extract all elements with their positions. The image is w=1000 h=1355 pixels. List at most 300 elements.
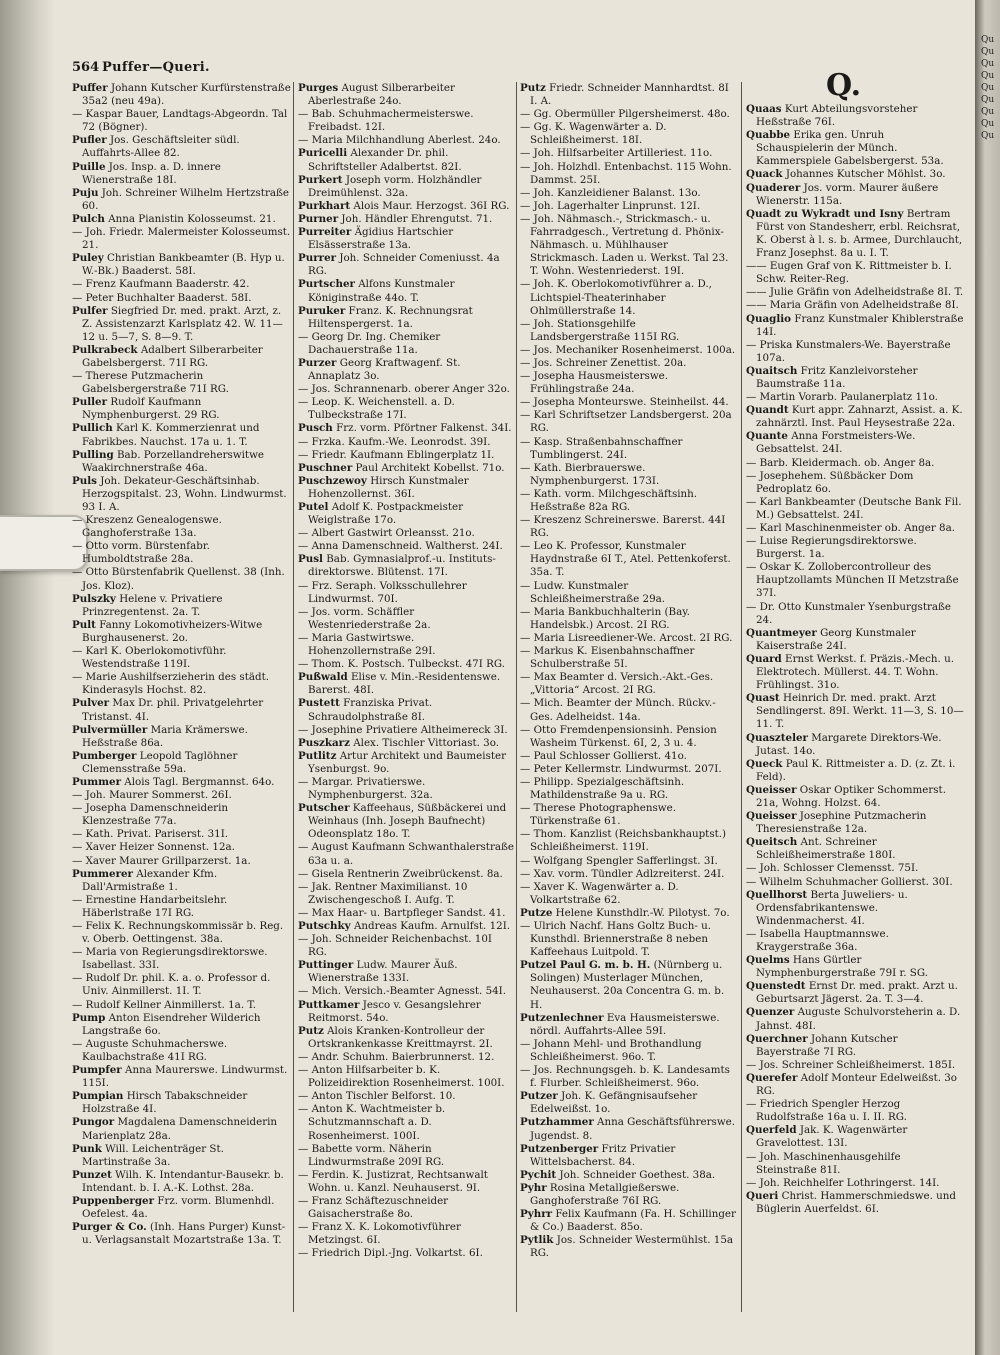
entry-surname: Puttinger xyxy=(298,959,354,972)
entry-surname: Puille xyxy=(72,160,106,173)
entry-text: — Anton K. Wachtmeister b. Schutzmannschaft a. D. Rosenheimerst. 100I. xyxy=(298,1103,446,1142)
entry-text: — Joh. Lagerhalter Linprunst. 12I. xyxy=(520,199,701,212)
entry-surname: Quandt xyxy=(746,404,789,417)
entry-text: — Markus K. Eisenbahnschaffner Schulberstraße 5I. xyxy=(520,645,695,671)
entry-text: — Joh. Friedr. Malermeister Kolosseumst. 21. xyxy=(72,226,291,252)
entry-text: —— Maria Gräfin von Adelheidstraße 8I. xyxy=(746,299,959,312)
directory-entry xyxy=(520,147,738,160)
directory-entry xyxy=(298,671,514,697)
directory-entry xyxy=(746,561,964,600)
entry-text: — Oskar K. Zollobercontrolleur des Hauptzollamts München II Metzstraße 37I. xyxy=(746,561,959,600)
directory-entry xyxy=(520,409,738,435)
directory-entry xyxy=(298,1221,514,1247)
directory-entry xyxy=(298,475,514,501)
entry-surname: Pumpian xyxy=(72,1090,124,1103)
entry-text: — Rudolf Dr. phil. K. a. o. Professor d. Univ. Ainmillerst. 1I. T. xyxy=(72,972,271,998)
entry-surname: Pungor xyxy=(72,1116,115,1129)
entry-text: Fritz Privatier Wittelsbacherst. 84. xyxy=(530,1142,676,1168)
entry-surname: Pulkrabeck xyxy=(72,343,138,356)
entry-text: — Josepha Hausmeisterswe. Frühlingstraße 24a. xyxy=(520,370,668,396)
entry-text: — Josepha Damenschneiderin Klenzestraße 77a. xyxy=(72,802,229,828)
directory-entry xyxy=(298,1247,514,1260)
entry-text: — Xaver K. Wagenwärter a. D. Volkartstraße 62. xyxy=(520,880,679,906)
directory-entry xyxy=(298,147,514,173)
entry-surname: Purkert xyxy=(298,173,343,186)
entry-surname: Pumberger xyxy=(72,749,137,762)
entry-text: Georg Kunstmaler Kaiserstraße 24I. xyxy=(756,626,916,652)
directory-entry xyxy=(520,1038,738,1064)
entry-text: Ägidius Hartschier Elsässerstraße 13a. xyxy=(308,226,454,252)
directory-entry xyxy=(298,1064,514,1090)
directory-entry xyxy=(746,1006,964,1032)
entry-surname: Putlitz xyxy=(298,749,337,762)
directory-entry xyxy=(72,1143,292,1169)
entry-text: Kurt appr. Zahnarzt, Assist. a. K. zahnärztl. Inst. Paul Heysestraße 22a. xyxy=(756,404,963,430)
entry-text: Hans Gürtler Nymphenburgerstraße 79I r. SG. xyxy=(756,954,928,980)
entry-surname: Pußwald xyxy=(298,671,348,684)
entry-text: Max Dr. phil. Privatgelehrter Tristanst. 4I. xyxy=(82,697,264,723)
directory-entry xyxy=(298,82,514,108)
entry-text: — Ludw. Kunstmaler Schleißheimerstraße 29a. xyxy=(520,579,666,605)
entry-surname: Pusl xyxy=(298,553,323,566)
directory-entry xyxy=(72,292,292,305)
entry-text: Eva Hausmeisterswe. nördl. Auffahrts-Allee 59I. xyxy=(530,1011,720,1037)
entry-text: Elise v. Min.-Residentenswe. Barerst. 48I. xyxy=(308,671,501,697)
directory-entry xyxy=(72,82,292,108)
directory-entry xyxy=(746,260,964,286)
directory-entry xyxy=(746,732,964,758)
entry-text: — Johann Mehl- und Brothandlung Schleißheimerst. 96o. T. xyxy=(520,1037,702,1063)
entry-surname: Putz xyxy=(520,82,546,94)
entry-text: Karl K. Kommerzienrat und Fabrikbes. Nauchst. 17a u. 1. T. xyxy=(82,422,260,448)
directory-entry xyxy=(746,862,964,875)
directory-entry xyxy=(520,213,738,278)
entry-text: Alois Maur. Herzogst. 36I RG. xyxy=(353,199,510,212)
directory-entry xyxy=(72,593,292,619)
directory-entry xyxy=(298,1169,514,1195)
directory-entry xyxy=(72,226,292,252)
entry-text: Bab. Gymnasialprof.-u. Instituts-direktorswe. Blütenst. 17I. xyxy=(308,553,496,579)
next-page-edge-text: Qu Qu Qu Qu Qu Qu Qu Qu Qu xyxy=(981,35,995,141)
directory-entry xyxy=(298,724,514,737)
entry-surname: Punzet xyxy=(72,1168,112,1181)
entry-text: — Joh. K. Oberlokomotivführer a. D., Lichtspiel-Theaterinhaber Ohlmüllerstraße 14. xyxy=(520,278,712,317)
entry-text: Hirsch Kunstmaler Hohenzollernst. 36I. xyxy=(308,474,469,500)
entry-surname: Quaszteler xyxy=(746,731,808,744)
entry-text: — Joh. Stationsgehilfe Landsbergerstraße 115I RG. xyxy=(520,317,680,343)
directory-entry xyxy=(520,488,738,514)
directory-entry xyxy=(298,252,514,278)
directory-entry xyxy=(520,462,738,488)
directory-entry xyxy=(746,430,964,456)
entry-surname: Queisser xyxy=(746,810,797,823)
entry-text: Heinrich Dr. med. prakt. Arzt Sendlingerst. 89I. Werkt. 11—3, S. 10—11. T. xyxy=(756,692,964,731)
directory-entry xyxy=(746,1033,964,1059)
directory-entry xyxy=(72,724,292,750)
directory-entry xyxy=(746,103,964,129)
entry-surname: Puttkamer xyxy=(298,998,360,1011)
entry-surname: Quast xyxy=(746,692,780,705)
directory-entry xyxy=(520,881,738,907)
entry-text: — Marie Aushilfserzieherin des städt. Kinderasyls Hochst. 82. xyxy=(72,671,269,697)
entry-text: — Anton Tischler Belforst. 10. xyxy=(298,1090,456,1103)
directory-entry xyxy=(746,1098,964,1124)
entry-surname: Putzer xyxy=(520,1090,558,1103)
directory-entry xyxy=(298,841,514,867)
entry-surname: Puschner xyxy=(298,461,353,474)
entry-text: — Margar. Privatierswe. Nymphenburgerst. 32a. xyxy=(298,775,433,802)
entry-surname: Putz xyxy=(298,1024,324,1037)
directory-entry xyxy=(746,299,964,312)
entry-text: — Thom. K. Postsch. Tulbeckst. 47I RG. xyxy=(298,658,505,671)
entry-text: — Jak. Rentner Maximilianst. 10 Zwischengeschoß I. Aufg. T. xyxy=(298,880,468,906)
entry-surname: Purger & Co. xyxy=(72,1221,147,1234)
directory-entry xyxy=(298,1103,514,1142)
entry-surname: Purkhart xyxy=(298,199,351,212)
entry-text: — Rudolf Kellner Ainmillerst. 1a. T. xyxy=(72,998,256,1011)
entry-surname: Pustett xyxy=(298,697,340,710)
entry-surname: Putzhammer xyxy=(520,1116,594,1129)
entry-text: — Felix K. Rechnungskommissär b. Reg. v. Oberb. Oettingenst. 38a. xyxy=(72,920,284,946)
entry-text: — August Kaufmann Schwanthalerstraße 63a u. a. xyxy=(298,841,514,867)
entry-text: — Auguste Schuhmacherswe. Kaulbachstraße 41I RG. xyxy=(72,1037,228,1063)
entry-surname: Puffer xyxy=(72,82,108,94)
directory-entry xyxy=(298,357,514,383)
entry-text: Jesco v. Gesangslehrer Reitmorst. 54o. xyxy=(308,998,481,1024)
entry-text: — Karl Maschinenmeister ob. Anger 8a. xyxy=(746,522,956,534)
directory-entry xyxy=(72,1038,292,1064)
entry-surname: Quadt zu Wykradt und Isny xyxy=(746,207,904,220)
directory-entry xyxy=(746,954,964,980)
entry-text: Rosina Metallgießerswe. Ganghoferstraße 76I RG. xyxy=(530,1181,680,1207)
directory-entry xyxy=(520,200,738,213)
directory-entry xyxy=(746,365,964,391)
entry-text: Johann Kutscher Kurfürstenstraße 35a2 (neu 49a). xyxy=(82,82,291,108)
entry-text: — Jos. vorm. Schäffler Westenriederstraße 2a. xyxy=(298,605,431,631)
entry-surname: Purreiter xyxy=(298,226,352,239)
directory-entry xyxy=(746,313,964,339)
directory-entry xyxy=(72,841,292,854)
entry-surname: Quabbe xyxy=(746,129,791,142)
entry-text: Jos. Schneider Westermühlst. 15a RG. xyxy=(530,1234,734,1260)
entry-surname: Pulfer xyxy=(72,304,108,317)
entry-text: — Leo K. Professor, Kunstmaler Haydnstraße 6I T., Atel. Pettenkoferst. 35a. T. xyxy=(520,540,731,579)
entry-text: Paul Architekt Kobellst. 71o. xyxy=(355,461,505,474)
entry-surname: Pumpfer xyxy=(72,1064,122,1077)
directory-entry xyxy=(72,946,292,972)
directory-entry xyxy=(298,422,514,435)
entry-surname: Pulszky xyxy=(72,592,116,605)
entry-text: — Paul Schlosser Gollierst. 41o. xyxy=(520,749,687,762)
directory-entry xyxy=(520,959,738,1011)
entry-text: — Philipp. Spezialgeschäftsinh. Mathildenstraße 9a u. RG. xyxy=(520,775,685,802)
entry-text: — Bab. Schuhmachermeisterswe. Freibadst. 12I. xyxy=(298,108,474,134)
entry-text: — Xaver Heizer Sonnenst. 12a. xyxy=(72,841,235,854)
directory-entry xyxy=(298,527,514,540)
directory-entry xyxy=(520,1169,738,1182)
entry-surname: Pummerer xyxy=(72,867,133,880)
entry-text: Maria Krämerswe. Heßstraße 86a. xyxy=(82,723,248,749)
directory-entry xyxy=(520,580,738,606)
directory-entry xyxy=(746,457,964,470)
entry-text: — Xav. vorm. Tündler Adlzreiterst. 24I. xyxy=(520,867,725,880)
entry-text: — Joh. Maurer Sommerst. 26I. xyxy=(72,789,232,802)
directory-entry xyxy=(520,724,738,750)
entry-text: Hirsch Tabakschneider Holzstraße 4I. xyxy=(82,1090,248,1116)
entry-text: Will. Leichenträger St. Martinstraße 3a. xyxy=(82,1142,224,1168)
directory-entry xyxy=(298,383,514,396)
entry-surname: Pulvermüller xyxy=(72,723,148,736)
entry-text: Jak. K. Wagenwärter Gravelottest. 13I. xyxy=(756,1124,908,1150)
entry-text: — Frzka. Kaufm.-We. Leonrodst. 39I. xyxy=(298,435,491,448)
entry-surname: Pullich xyxy=(72,422,113,435)
directory-entry xyxy=(520,108,738,121)
directory-entry xyxy=(746,339,964,365)
entry-surname: Putzenlechner xyxy=(520,1011,604,1024)
entry-text: Fritz Kanzleivorsteher Baumstraße 11a. xyxy=(756,364,918,390)
directory-entry xyxy=(298,1025,514,1051)
entry-text: Joh. Schneider Comeniusst. 4a RG. xyxy=(308,252,500,278)
entry-text: — Karl Bankbeamter (Deutsche Bank Fil. M.) Gebsattelst. 24I. xyxy=(746,495,962,521)
entry-text: — Franz X. K. Lokomotivführer Metzingst. 6I. xyxy=(298,1221,461,1247)
entry-text: — Gg. Obermüller Pilgersheimerst. 48o. xyxy=(520,108,730,121)
directory-entry xyxy=(298,213,514,226)
directory-entry xyxy=(520,514,738,540)
column-rule xyxy=(516,82,517,1312)
directory-entry xyxy=(746,836,964,862)
directory-entry xyxy=(746,129,964,168)
entry-text: — Kath. Privat. Pariserst. 31I. xyxy=(72,828,229,841)
entry-surname: Quellhorst xyxy=(746,888,808,901)
directory-entry xyxy=(298,606,514,632)
entry-text: — Babette vorm. Näherin Lindwurmstraße 209I RG. xyxy=(298,1142,445,1168)
entry-text: — Karl K. Oberlokomotivführ. Westendstraße 119I. xyxy=(72,645,227,671)
entry-text: Adolf K. Postpackmeister Weiglstraße 17o. xyxy=(308,501,464,527)
entry-text: — Jos. Schreiner Schleißheimerst. 185I. xyxy=(746,1058,956,1071)
entry-text: Fanny Lokomotivheizers-Witwe Burghausenerst. 2o. xyxy=(82,618,263,644)
entry-text: — Peter Buchhalter Baaderst. 58I. xyxy=(72,291,252,304)
directory-entry xyxy=(72,449,292,475)
directory-entry xyxy=(298,108,514,134)
entry-text: — Frz. Seraph. Volksschullehrer Lindwurmst. 70I. xyxy=(298,579,467,605)
directory-entry xyxy=(746,208,964,260)
directory-entry xyxy=(298,750,514,776)
entry-text: — Maria Milchhandlung Aberlest. 24o. xyxy=(298,134,501,147)
entry-surname: Putschky xyxy=(298,920,351,932)
directory-entry xyxy=(298,985,514,998)
directory-entry xyxy=(298,278,514,304)
entry-text: — Josephine Privatiere Altheimereck 3I. xyxy=(298,723,508,736)
directory-entry xyxy=(298,331,514,357)
directory-entry xyxy=(520,344,738,357)
entry-text: — Anton Hilfsarbeiter b. K. Polizeidirektion Rosenheimerst. 100I. xyxy=(298,1064,505,1090)
directory-entry xyxy=(72,540,292,566)
entry-surname: Pump xyxy=(72,1011,106,1024)
entry-text: Joh. Schreiner Wilhelm Hertzstraße 60. xyxy=(82,186,289,212)
directory-entry xyxy=(520,1143,738,1169)
directory-entry xyxy=(520,632,738,645)
entry-surname: Quante xyxy=(746,430,788,443)
directory-entry xyxy=(72,305,292,344)
directory-entry xyxy=(298,1051,514,1064)
entry-surname: Queri xyxy=(746,1189,779,1202)
directory-entry xyxy=(298,449,514,462)
directory-entry xyxy=(520,671,738,697)
entry-text: — Joh. Schlosser Clemensst. 75I. xyxy=(746,862,919,875)
directory-entry xyxy=(72,344,292,370)
entry-surname: Quelms xyxy=(746,954,790,967)
directory-entry xyxy=(520,82,738,108)
entry-text: Alex. Tischler Vittoriast. 3o. xyxy=(353,736,500,749)
directory-entry xyxy=(72,422,292,448)
page-number: 564 xyxy=(72,60,100,75)
entry-text: Oskar Optiker Schommerst. 21a, Wohng. Holzst. 64. xyxy=(756,783,946,809)
entry-text: — Maria Bankbuchhalterin (Bay. Handelsbk.) Arcost. 2I RG. xyxy=(520,605,690,631)
directory-entry xyxy=(298,868,514,881)
entry-text: — Max Beamter d. Versich.-Akt.-Ges. „Vittoria“ Arcost. 2I RG. xyxy=(520,671,714,697)
directory-entry xyxy=(746,627,964,653)
entry-surname: Pufler xyxy=(72,134,107,147)
entry-text: Helene v. Privatiere Prinzregentenst. 2a. T. xyxy=(82,592,223,618)
directory-entry xyxy=(298,200,514,213)
entry-text: — Dr. Otto Kunstmaler Ysenburgstraße 24. xyxy=(746,600,951,626)
directory-entry xyxy=(72,619,292,645)
entry-text: Frz. vorm. Pförtner Falkenst. 34I. xyxy=(336,422,512,435)
entry-text: (Inh. Hans Purger) Kunst- u. Verlagsanstalt Mozartstraße 13a. T. xyxy=(82,1221,286,1247)
directory-entry xyxy=(298,959,514,985)
entry-text: — Joh. Holzhdl. Entenbachst. 115 Wohn. Dammst. 25I. xyxy=(520,160,732,186)
entry-text: — Xaver Maurer Grillparzerst. 1a. xyxy=(72,854,251,867)
column-1 xyxy=(72,82,292,1247)
entry-text: — Jos. Mechaniker Rosenheimerst. 100a. xyxy=(520,343,736,356)
entry-text: Helene Kunsthdlr.-W. Pilotyst. 7o. xyxy=(555,906,730,919)
entry-text: — Leop. K. Weichenstell. a. D. Tulbeckstraße 17I. xyxy=(298,396,455,422)
entry-text: Kurt Abteilungsvorsteher Heßstraße 76I. xyxy=(756,103,918,129)
entry-text: Paul K. Rittmeister a. D. (z. Zt. i. Feld). xyxy=(756,757,956,783)
directory-entry xyxy=(746,1072,964,1098)
column-4 xyxy=(746,103,964,1216)
entry-surname: Purges xyxy=(298,82,339,94)
entry-text: Bab. Porzellandreherswitwe Waakirchnerstraße 46a. xyxy=(82,448,264,474)
column-3 xyxy=(520,82,738,1260)
directory-entry xyxy=(298,737,514,750)
entry-text: Auguste Schulvorsteherin a. D. Jahnst. 48I. xyxy=(756,1006,961,1032)
entry-text: — Gisela Rentnerin Zweibrückenst. 8a. xyxy=(298,867,503,880)
entry-text: Erika gen. Unruh Schauspielerin der Münch. Kammerspiele Gabelsbergerst. 53a. xyxy=(756,129,944,168)
directory-entry xyxy=(520,1012,738,1038)
directory-entry xyxy=(520,278,738,317)
entry-text: — Friedr. Kaufmann Eblingerplatz 1I. xyxy=(298,448,495,461)
entry-text: — Maria von Regierungsdirektorswe. Isabellast. 33I. xyxy=(72,946,268,972)
entry-text: — Ulrich Nachf. Hans Goltz Buch- u. Kunsthdl. Briennerstraße 8 neben Kaffeehaus Luitpold. T. xyxy=(520,920,712,959)
directory-entry xyxy=(298,462,514,475)
entry-text: — Thom. Kanzlist (Reichsbankhauptst.) Schleißheimerst. 119I. xyxy=(520,828,727,854)
directory-entry xyxy=(746,758,964,784)
entry-text: — Friedrich Dipl.-Jng. Volkartst. 6I. xyxy=(298,1247,483,1260)
entry-text: Joh. K. Gefängnisaufseher Edelweißst. 1o. xyxy=(530,1090,698,1116)
directory-entry xyxy=(746,168,964,181)
entry-text: Josephine Putzmacherin Theresienstraße 12a. xyxy=(756,810,927,836)
entry-text: — Frenz Kaufmann Baaderstr. 42. xyxy=(72,278,250,291)
directory-entry xyxy=(72,671,292,697)
directory-entry xyxy=(520,370,738,396)
entry-text: — Joh. Reichhelfer Lothringerst. 14I. xyxy=(746,1176,940,1189)
entry-text: Frz. vorm. Blumenhdl. Oefelest. 4a. xyxy=(82,1194,275,1221)
directory-entry xyxy=(72,868,292,894)
directory-entry xyxy=(72,1012,292,1038)
directory-entry xyxy=(746,1151,964,1177)
directory-entry xyxy=(746,928,964,954)
entry-text: Ludw. Maurer Äuß. Wienerstraße 133I. xyxy=(308,959,458,985)
entry-text: Franziska Privat. Schraudolphstraße 8I. xyxy=(308,697,433,723)
entry-text: — Barb. Kleidermach. ob. Anger 8a. xyxy=(746,456,935,469)
page-gutter-shadow xyxy=(0,0,55,1355)
entry-surname: Putscher xyxy=(298,802,350,815)
entry-surname: Quantmeyer xyxy=(746,626,817,639)
directory-entry xyxy=(520,750,738,763)
entry-text: Jos. vorm. Maurer äußere Wienerstr. 115a. xyxy=(756,181,939,207)
entry-text: — Ernestine Handarbeitslehr. Häberlstraße 17I RG. xyxy=(72,893,228,919)
entry-text: Joh. Schneider Goethest. 38a. xyxy=(559,1168,716,1181)
entry-text: — Mich. Versich.-Beamter Agnesst. 54I. xyxy=(298,985,507,998)
entry-text: Friedr. Schneider Mannhardtst. 8I I. A. xyxy=(530,82,729,108)
directory-entry xyxy=(72,278,292,291)
directory-entry xyxy=(298,436,514,449)
directory-entry xyxy=(298,396,514,422)
directory-entry xyxy=(520,1064,738,1090)
directory-entry xyxy=(72,134,292,160)
directory-entry xyxy=(298,920,514,933)
directory-entry xyxy=(298,580,514,606)
directory-entry xyxy=(746,1190,964,1216)
entry-text: — Joh. Nähmasch.-, Strickmasch.- u. Fahrradgesch., Vertretung d. Phönix-Nähmasch. u. Mühlhauser Strickmasch. Laden u. Werkst. Tal 23. T. Wohn. Westenriederst. 19I. xyxy=(520,212,729,278)
entry-surname: Puju xyxy=(72,186,99,199)
entry-text: Rudolf Kaufmann Nymphenburgerst. 29 RG. xyxy=(82,396,220,422)
entry-text: — Kath. Bierbrauerswe. Nymphenburgerst. 173I. xyxy=(520,461,660,487)
entry-text: Andreas Kaufm. Arnulfst. 12I. xyxy=(353,920,511,932)
directory-entry xyxy=(298,174,514,200)
entry-text: — Wilhelm Schuhmacher Gollierst. 30I. xyxy=(746,875,953,888)
entry-text: (Nürnberg u. Solingen) Musterlager München, Neuhauserst. 20a Concentra G. m. b. H. xyxy=(530,959,725,1011)
directory-entry xyxy=(298,1090,514,1103)
directory-entry xyxy=(298,501,514,527)
directory-entry xyxy=(298,632,514,658)
entry-text: — Joh. Hilfsarbeiter Artilleriest. 11o. xyxy=(520,147,713,160)
entry-text: — Otto Bürstenfabrik Quellenst. 38 (Inh. Jos. Kloz). xyxy=(72,566,285,592)
directory-entry xyxy=(298,802,514,841)
entry-surname: Puricelli xyxy=(298,147,348,160)
directory-entry xyxy=(746,1059,964,1072)
entry-text: Alexander Kfm. Dall'Armistraße 1. xyxy=(82,867,218,893)
entry-text: Ernst Dr. med. prakt. Arzt u. Geburtsarzt Jägerst. 2a. T. 3—4. xyxy=(756,980,958,1006)
entry-text: Johannes Kutscher Möhlst. 3o. xyxy=(785,168,946,181)
directory-entry xyxy=(298,658,514,671)
entry-text: — Friedrich Spengler Herzog Rudolfstraße 16a u. I. II. RG. xyxy=(746,1098,907,1124)
entry-surname: Puschzewoy xyxy=(298,474,367,487)
entry-text: Anna Pianistin Kolosseumst. 21. xyxy=(108,212,276,225)
directory-entry xyxy=(72,697,292,723)
directory-entry xyxy=(520,1234,738,1260)
entry-text: — Luise Regierungsdirektorswe. Burgerst. 1a. xyxy=(746,535,917,561)
directory-entry xyxy=(72,1064,292,1090)
entry-text: — Maria Gastwirtswe. Hohenzollernstraße 29I. xyxy=(298,631,436,658)
entry-text: — Isabella Hauptmannswe. Kraygerstraße 36a. xyxy=(746,927,889,953)
directory-entry xyxy=(520,540,738,579)
entry-text: Georg Kraftwagenf. St. Annaplatz 3o. xyxy=(308,356,461,383)
entry-text: Anton Eisendreher Wilderich Langstraße 6o. xyxy=(82,1011,261,1037)
directory-entry xyxy=(298,305,514,331)
entry-text: — Kasp. Straßenbahnschaffner Tumblingerst. 24I. xyxy=(520,435,683,461)
